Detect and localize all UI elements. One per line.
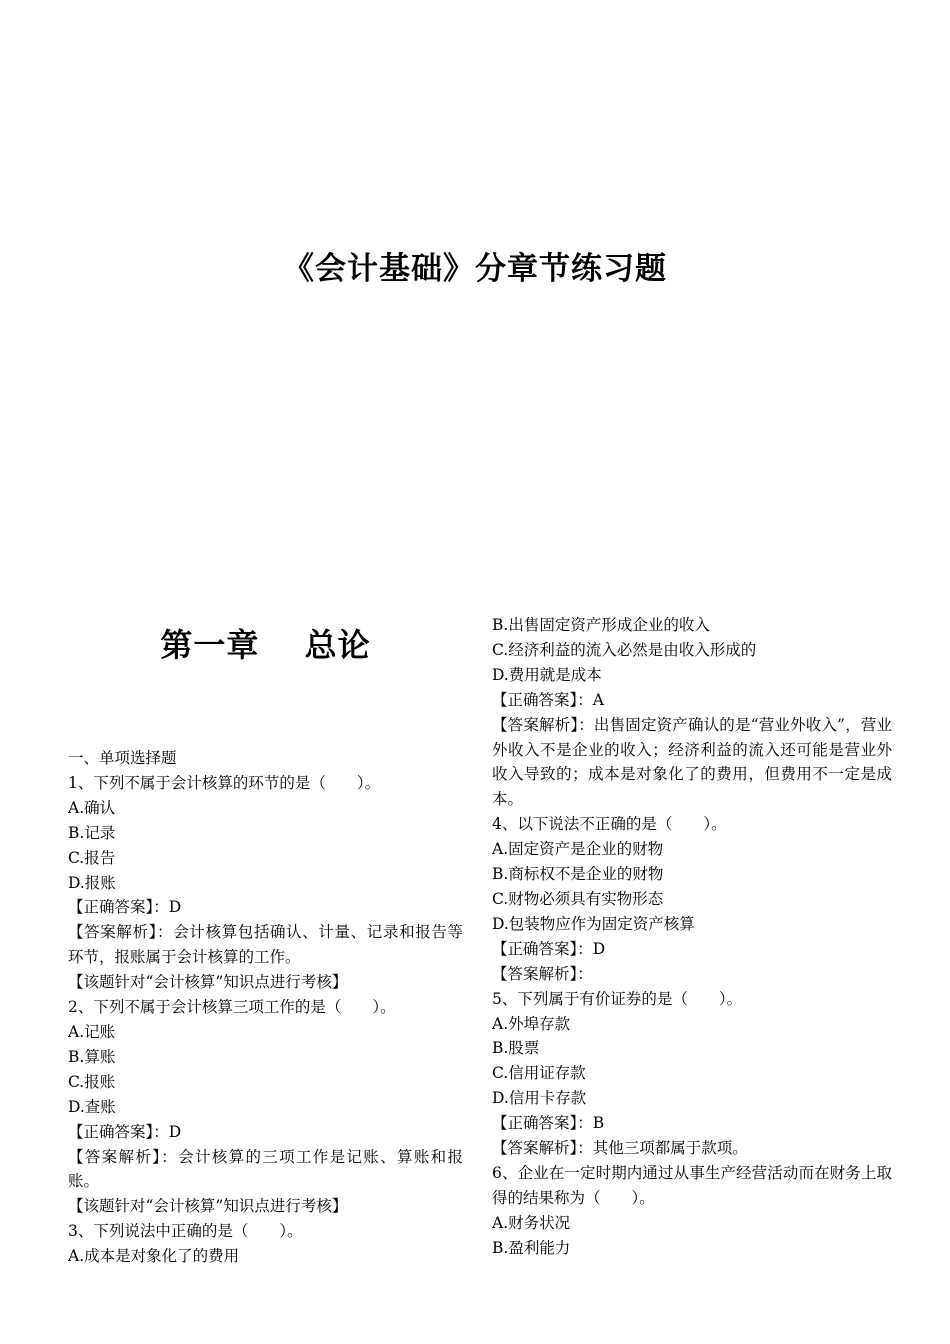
text-line: C.报告 <box>68 848 116 867</box>
text-line: C.报账 <box>68 1072 116 1091</box>
text-line: A.记账 <box>68 1022 116 1041</box>
text-line: 2、下列不属于会计核算三项工作的是（ ）。 <box>68 998 396 1017</box>
text-line: B.出售固定资产形成企业的收入 <box>492 616 710 634</box>
text-line: 【答案解析】：会计核算包括确认、计量、记录和报告等环节，报账属于会计核算的工作。 <box>68 923 463 967</box>
text-line: B.商标权不是企业的财物 <box>492 865 664 884</box>
text-line: 【该题针对“会计核算”知识点进行考核】 <box>68 973 348 992</box>
text-line: 4、以下说法不正确的是（ ）。 <box>492 815 727 834</box>
text-line: 【答案解析】：出售固定资产确认的是“营业外收入”，营业外收入不是企业的收入；经济利益的流入还可能是营业外收入导致的；成本是对象化了的费用，但费用不一定是成本。 <box>492 715 892 809</box>
text-line: 【正确答案】：D <box>492 939 606 958</box>
text-line: 1、下列不属于会计核算的环节的是（ ）。 <box>68 773 381 792</box>
text-line: B.股票 <box>492 1039 540 1058</box>
text-line: D.报账 <box>68 873 116 892</box>
text-line: 【答案解析】： <box>492 964 593 983</box>
text-line: C.经济利益的流入必然是由收入形成的 <box>492 640 757 659</box>
text-line: 【答案解析】：其他三项都属于款项。 <box>492 1139 748 1158</box>
text-line: C.财物必须具有实物形态 <box>492 889 664 908</box>
text-line: A.财务状况 <box>492 1213 571 1232</box>
document-title: 《会计基础》分章节练习题 <box>283 251 667 287</box>
text-line: A.成本是对象化了的费用 <box>68 1247 240 1266</box>
right-column <box>492 613 892 1261</box>
text-line: D.包装物应作为固定资产核算 <box>492 914 695 933</box>
text-line: C.信用证存款 <box>492 1064 586 1083</box>
text-line: 5、下列属于有价证券的是（ ）。 <box>492 989 743 1008</box>
text-line: B.盈利能力 <box>492 1238 571 1257</box>
text-line: 【正确答案】：B <box>492 1114 605 1133</box>
text-line: A.外埠存款 <box>492 1014 571 1033</box>
text-line: D.费用就是成本 <box>492 665 602 684</box>
text-line: 【正确答案】：D <box>68 1122 182 1141</box>
text-line: 【正确答案】：D <box>68 898 182 917</box>
text-line: 6、企业在一定时期内通过从事生产经营活动而在财务上取得的结果称为（ ）。 <box>492 1163 892 1207</box>
text-line: 【正确答案】：A <box>492 690 604 709</box>
text-line: A.确认 <box>68 798 116 817</box>
left-column <box>68 746 463 1269</box>
chapter-title: 第一章 总论 <box>160 626 371 664</box>
text-line: 【该题针对“会计核算”知识点进行考核】 <box>68 1197 348 1216</box>
text-line: 3、下列说法中正确的是（ ）。 <box>68 1222 303 1241</box>
text-line: A.固定资产是企业的财物 <box>492 840 664 859</box>
text-line: 【答案解析】：会计核算的三项工作是记账、算账和报账。 <box>68 1147 463 1191</box>
text-line: D.信用卡存款 <box>492 1089 587 1108</box>
text-line: B.算账 <box>68 1047 116 1066</box>
text-line: D.查账 <box>68 1097 116 1116</box>
text-line: B.记录 <box>68 823 116 842</box>
text-line: 一、单项选择题 <box>68 749 177 767</box>
